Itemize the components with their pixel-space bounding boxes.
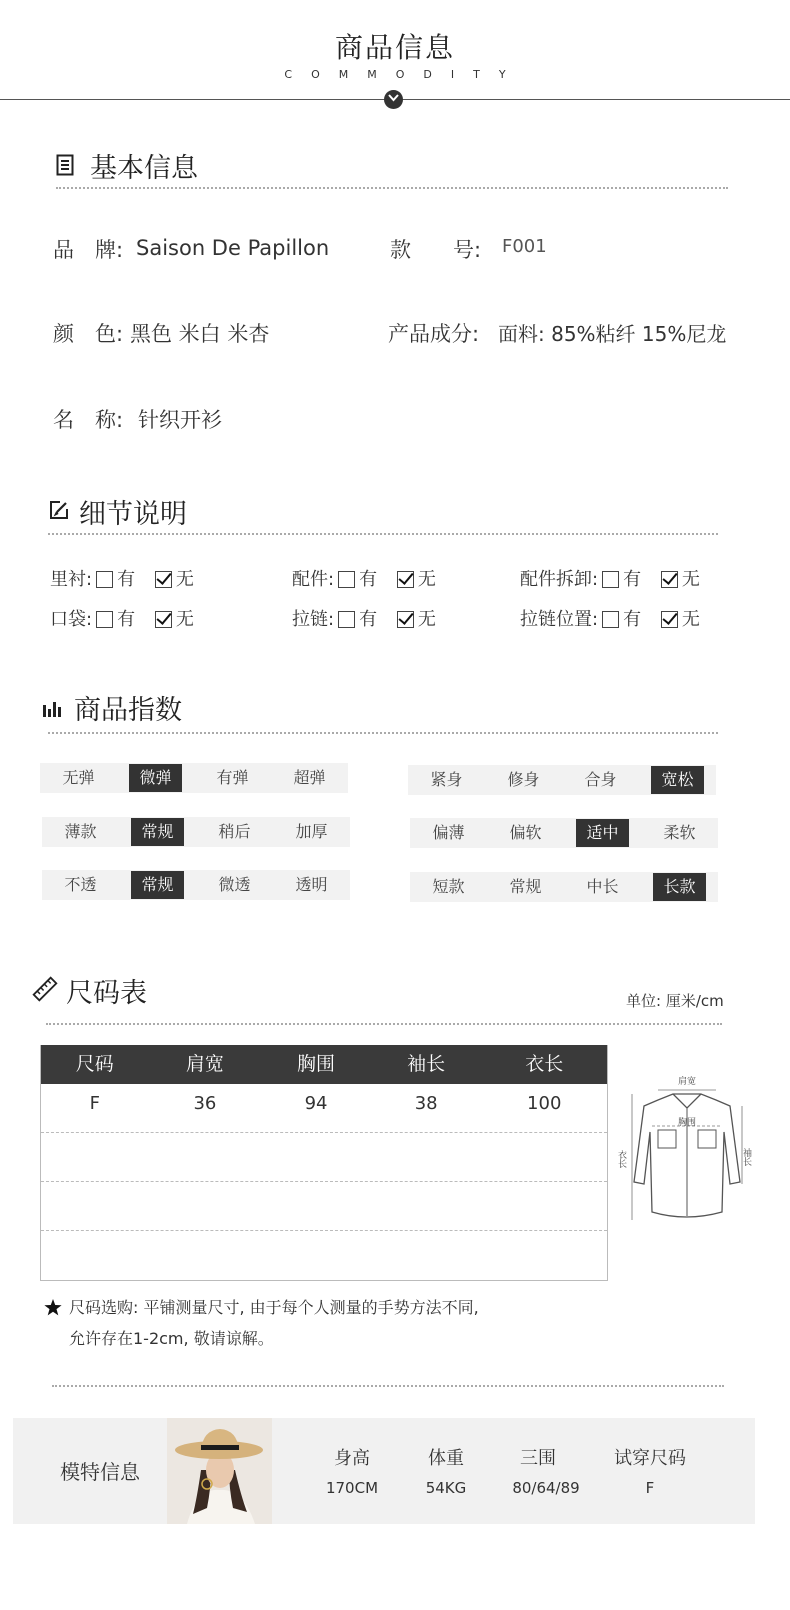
checkbox-yes xyxy=(96,571,113,588)
detail-item: 口袋: 有 无 xyxy=(50,609,194,630)
index-option: 加厚 xyxy=(295,822,328,841)
section-title-basic: 基本信息 xyxy=(90,153,198,184)
model-measurements-value: 80/64/89 xyxy=(512,1479,580,1497)
checkbox-yes xyxy=(338,611,355,628)
name-label: 名 称: xyxy=(53,408,124,432)
star-icon xyxy=(44,1299,62,1316)
index-option: 紧身 xyxy=(430,770,463,789)
brand-label: 品 牌: xyxy=(53,238,124,262)
bar-chart-icon xyxy=(43,699,63,717)
shirt-measurement-diagram xyxy=(618,1072,758,1227)
detail-item: 配件拆卸: 有 无 xyxy=(520,569,700,590)
index-option: 修身 xyxy=(507,770,540,789)
table-row xyxy=(41,1182,607,1231)
name-value: 针织开衫 xyxy=(138,408,222,432)
index-bar-elasticity xyxy=(40,763,348,793)
divider xyxy=(48,732,718,734)
checkbox-yes xyxy=(96,611,113,628)
index-option: 不透 xyxy=(64,875,97,894)
ruler-icon xyxy=(33,977,57,1001)
document-icon xyxy=(56,154,74,176)
style-value: F001 xyxy=(502,236,547,257)
model-weight-label: 体重 xyxy=(428,1448,464,1469)
index-option: 微透 xyxy=(218,875,251,894)
index-option: 超弹 xyxy=(293,768,326,787)
index-option: 短款 xyxy=(432,877,465,896)
size-note-line2: 允许存在1-2cm, 敬请谅解。 xyxy=(69,1329,274,1348)
index-option: 偏软 xyxy=(509,823,542,842)
detail-item: 里衬: 有 无 xyxy=(50,569,194,590)
model-photo-image xyxy=(167,1418,272,1524)
index-option: 无弹 xyxy=(62,768,95,787)
model-measurements-label: 三围 xyxy=(520,1448,556,1469)
index-option: 透明 xyxy=(295,875,328,894)
section-title-index: 商品指数 xyxy=(74,695,182,726)
page-subtitle: COMMODITY xyxy=(284,68,525,81)
index-option-selected: 长款 xyxy=(641,872,718,902)
section-title-size: 尺码表 xyxy=(66,978,147,1009)
index-bar-transparency xyxy=(42,870,350,900)
index-bar-fit xyxy=(408,765,716,795)
diagram-sleeve-label: 袖长 xyxy=(741,1148,751,1166)
model-info-title: 模特信息 xyxy=(60,1460,140,1484)
material-label: 产品成分: xyxy=(388,322,480,346)
model-height-value: 170CM xyxy=(325,1479,379,1497)
index-bar-thickness xyxy=(42,817,350,847)
index-option-selected: 常规 xyxy=(119,870,196,900)
index-bar-length xyxy=(410,872,718,902)
page-title: 商品信息 xyxy=(334,31,455,64)
model-photo xyxy=(167,1418,272,1524)
index-option-selected: 宽松 xyxy=(639,765,716,795)
index-bar-softness xyxy=(410,818,718,848)
brand-value: Saison De Papillon xyxy=(136,236,330,260)
index-option: 偏薄 xyxy=(432,823,465,842)
material-value: 面料: 85%粘纤 15%尼龙 xyxy=(498,322,727,346)
detail-item: 拉链位置: 有 无 xyxy=(520,609,700,630)
model-size-value: F xyxy=(645,1479,655,1497)
index-option: 柔软 xyxy=(663,823,696,842)
color-value: 黑色 米白 米杏 xyxy=(130,322,270,346)
diagram-chest-label: 胸围 xyxy=(677,1118,697,1128)
checkbox-no xyxy=(397,611,414,628)
edit-icon xyxy=(48,499,70,521)
checkbox-yes xyxy=(602,611,619,628)
section-title-detail: 细节说明 xyxy=(79,499,187,530)
style-label: 款 号: xyxy=(390,238,482,262)
checkbox-no xyxy=(397,571,414,588)
index-option-selected: 常规 xyxy=(119,817,196,847)
color-label: 颜 色: xyxy=(53,322,124,346)
model-size-label: 试穿尺码 xyxy=(614,1448,686,1469)
index-option-selected: 微弹 xyxy=(117,763,194,793)
diagram-length-label: 衣长 xyxy=(616,1150,626,1168)
detail-item: 配件: 有 无 xyxy=(292,569,436,590)
checkbox-no xyxy=(155,611,172,628)
diagram-shoulder-label: 肩宽 xyxy=(677,1077,697,1087)
checkbox-yes xyxy=(338,571,355,588)
size-note-line1: 尺码选购: 平铺测量尺寸, 由于每个人测量的手势方法不同, xyxy=(69,1298,479,1317)
table-row: F 36 94 38 100 xyxy=(41,1084,607,1133)
model-weight-value: 54KG xyxy=(425,1479,467,1497)
checkbox-no xyxy=(661,571,678,588)
table-header: 尺码 肩宽 胸围 袖长 衣长 xyxy=(41,1045,607,1084)
divider xyxy=(48,533,718,535)
divider xyxy=(46,1023,722,1025)
divider xyxy=(52,1385,724,1387)
table-row xyxy=(41,1133,607,1182)
index-option: 稍后 xyxy=(218,822,251,841)
divider xyxy=(56,187,728,189)
index-option: 有弹 xyxy=(216,768,249,787)
detail-item: 拉链: 有 无 xyxy=(292,609,436,630)
model-height-label: 身高 xyxy=(334,1448,370,1469)
size-unit: 单位: 厘米/cm xyxy=(626,992,724,1010)
size-table xyxy=(40,1045,608,1281)
index-option-selected: 适中 xyxy=(564,818,641,848)
checkbox-no xyxy=(661,611,678,628)
chevron-down-icon xyxy=(384,90,403,109)
checkbox-yes xyxy=(602,571,619,588)
table-row xyxy=(41,1231,607,1280)
index-option: 薄款 xyxy=(64,822,97,841)
index-option: 常规 xyxy=(509,877,542,896)
checkbox-no xyxy=(155,571,172,588)
index-option: 合身 xyxy=(584,770,617,789)
index-option: 中长 xyxy=(586,877,619,896)
